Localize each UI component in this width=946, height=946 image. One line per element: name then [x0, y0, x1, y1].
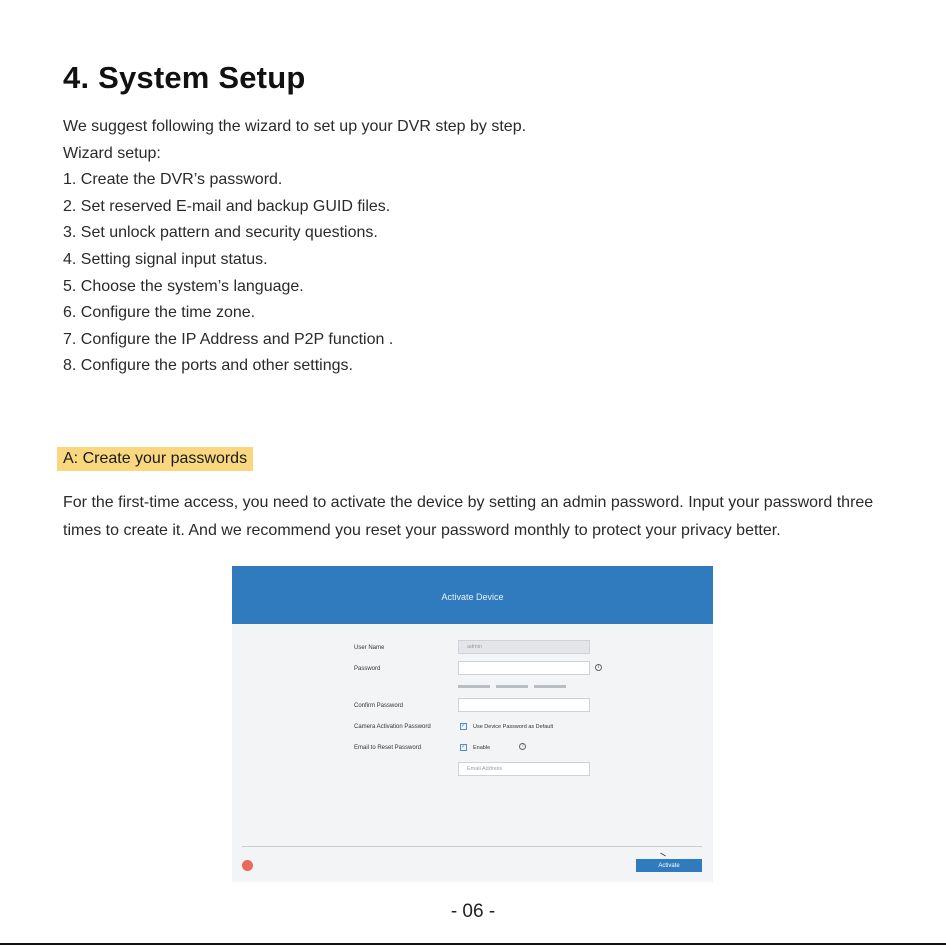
wizard-step: 1. Create the DVR’s password. — [63, 171, 283, 189]
password-field[interactable] — [458, 661, 590, 675]
help-icon[interactable]: ? — [519, 743, 526, 750]
wizard-step: 5. Choose the system’s language. — [63, 277, 304, 295]
wizard-step: 6. Configure the time zone. — [63, 304, 256, 322]
strength-bar — [496, 685, 528, 688]
section-heading: A: Create your passwords — [57, 447, 253, 471]
checkbox-icon[interactable]: ✓ — [461, 723, 467, 729]
wizard-step: 8. Configure the ports and other settings. — [63, 357, 353, 375]
wizard-step: 4. Setting signal input status. — [63, 250, 268, 268]
confirm-password-field[interactable] — [458, 698, 590, 712]
email-reset-label: Email to Reset Password — [354, 745, 422, 751]
camera-option-label: Use Device Password as Default — [473, 724, 554, 730]
strength-bar — [458, 685, 490, 688]
activate-device-screenshot — [232, 566, 713, 882]
confirm-password-label: Confirm Password — [354, 703, 404, 709]
page-number: - 06 - — [450, 901, 496, 922]
checkbox-icon[interactable]: ✓ — [461, 744, 467, 750]
page-title: 4. System Setup — [63, 60, 306, 95]
cursor-icon — [660, 853, 666, 857]
section-paragraph: For the first-time access, you need to activate the device by setting an admin password. Input your password three times to create it. And we recommend you reset your password monthly to protect your privacy better. — [63, 494, 874, 539]
user-name-field: admin — [458, 640, 590, 654]
status-dot-icon — [242, 860, 253, 871]
intro-line: Wizard setup: — [63, 144, 161, 162]
strength-bar — [534, 685, 566, 688]
divider — [242, 846, 702, 847]
wizard-step: 2. Set reserved E-mail and backup GUID files. — [63, 197, 391, 215]
intro-line: We suggest following the wizard to set up your DVR step by step. — [63, 118, 527, 135]
activate-button[interactable]: Activate — [636, 859, 702, 872]
dialog-header: Activate Device — [232, 566, 713, 624]
footer-rule — [0, 943, 946, 945]
camera-activation-label: Camera Activation Password — [354, 724, 431, 730]
password-label: Password — [354, 666, 381, 672]
user-name-label: User Name — [354, 645, 385, 651]
email-address-field[interactable]: Email Address — [458, 762, 590, 776]
wizard-step: 7. Configure the IP Address and P2P function . — [63, 330, 394, 348]
email-option-label: Enable — [473, 745, 491, 751]
info-icon[interactable]: i — [595, 664, 602, 671]
activation-form — [232, 566, 713, 882]
intro-text — [63, 114, 526, 380]
wizard-step: 3. Set unlock pattern and security questions. — [63, 224, 378, 242]
